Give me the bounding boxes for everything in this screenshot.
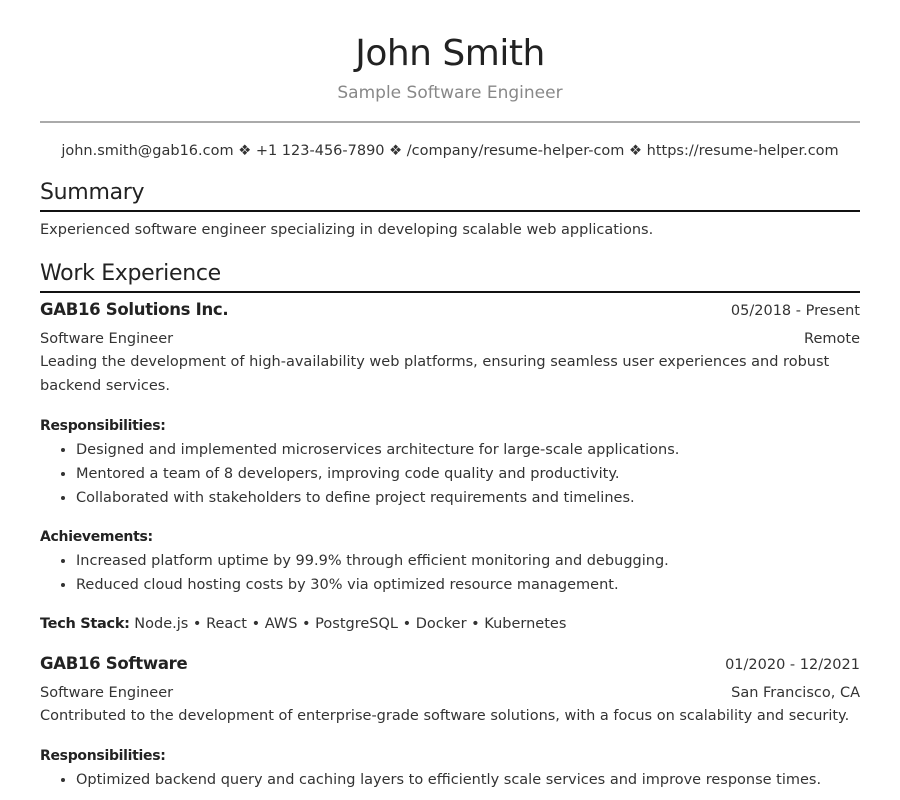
job-location: San Francisco, CA	[731, 685, 860, 701]
section-heading-work-experience: Work Experience	[40, 261, 221, 286]
candidate-name: John Smith	[355, 33, 545, 74]
job-dates: 05/2018 - Present	[730, 303, 860, 319]
list-item: • Designed and implemented microservices architecture for large-scale applications.	[76, 438, 860, 462]
responsibilities-list	[40, 768, 860, 792]
achievements-label: Achievements:	[40, 529, 153, 545]
tech-stack-values: Node.js • React • AWS • PostgreSQL • Docker • Kubernetes	[134, 616, 567, 632]
job-header-row	[40, 653, 860, 675]
job-entry	[40, 299, 860, 634]
list-item: • Optimized backend query and caching layers to efficiently scale services and improve response times.	[76, 768, 860, 792]
tech-stack-label: Tech Stack:	[40, 616, 130, 632]
job-role: Software Engineer	[40, 685, 174, 701]
summary-section	[40, 178, 860, 240]
contact-line: john.smith@gab16.com ❖ +1 123-456-7890 ❖ /company/resume-helper-com ❖ https://resume-helper.com	[61, 143, 839, 159]
section-divider	[40, 291, 860, 293]
job-role-row	[40, 329, 860, 349]
summary-text: Experienced software engineer specializing in developing scalable web applications.	[40, 222, 654, 238]
company-name: GAB16 Software	[40, 654, 188, 673]
tech-stack-line	[40, 614, 860, 634]
work-experience-section	[40, 259, 860, 792]
job-role-row	[40, 683, 860, 703]
section-heading-summary: Summary	[40, 180, 145, 205]
list-item: • Increased platform uptime by 99.9% through efficient monitoring and debugging.	[76, 549, 860, 573]
job-description: Leading the development of high-availability web platforms, ensuring seamless user experiences and robust backend services.	[40, 354, 830, 394]
section-divider	[40, 210, 860, 212]
achievements-list	[40, 549, 860, 597]
list-item: • Mentored a team of 8 developers, improving code quality and productivity.	[76, 462, 860, 486]
job-role: Software Engineer	[40, 331, 174, 347]
job-entry	[40, 653, 860, 792]
responsibilities-label: Responsibilities:	[40, 748, 166, 764]
company-name: GAB16 Solutions Inc.	[40, 300, 229, 319]
job-location: Remote	[804, 331, 860, 347]
list-item: • Collaborated with stakeholders to define project requirements and timelines.	[76, 486, 860, 510]
header-divider	[40, 121, 860, 123]
list-item: • Reduced cloud hosting costs by 30% via optimized resource management.	[76, 573, 860, 597]
candidate-title: Sample Software Engineer	[337, 83, 563, 103]
responsibilities-list	[40, 438, 860, 510]
job-header-row	[40, 299, 860, 321]
job-dates: 01/2020 - 12/2021	[725, 657, 860, 673]
responsibilities-label: Responsibilities:	[40, 418, 166, 434]
resume-page	[40, 0, 860, 792]
job-description: Contributed to the development of enterprise-grade software solutions, with a focus on scalability and security.	[40, 708, 850, 724]
